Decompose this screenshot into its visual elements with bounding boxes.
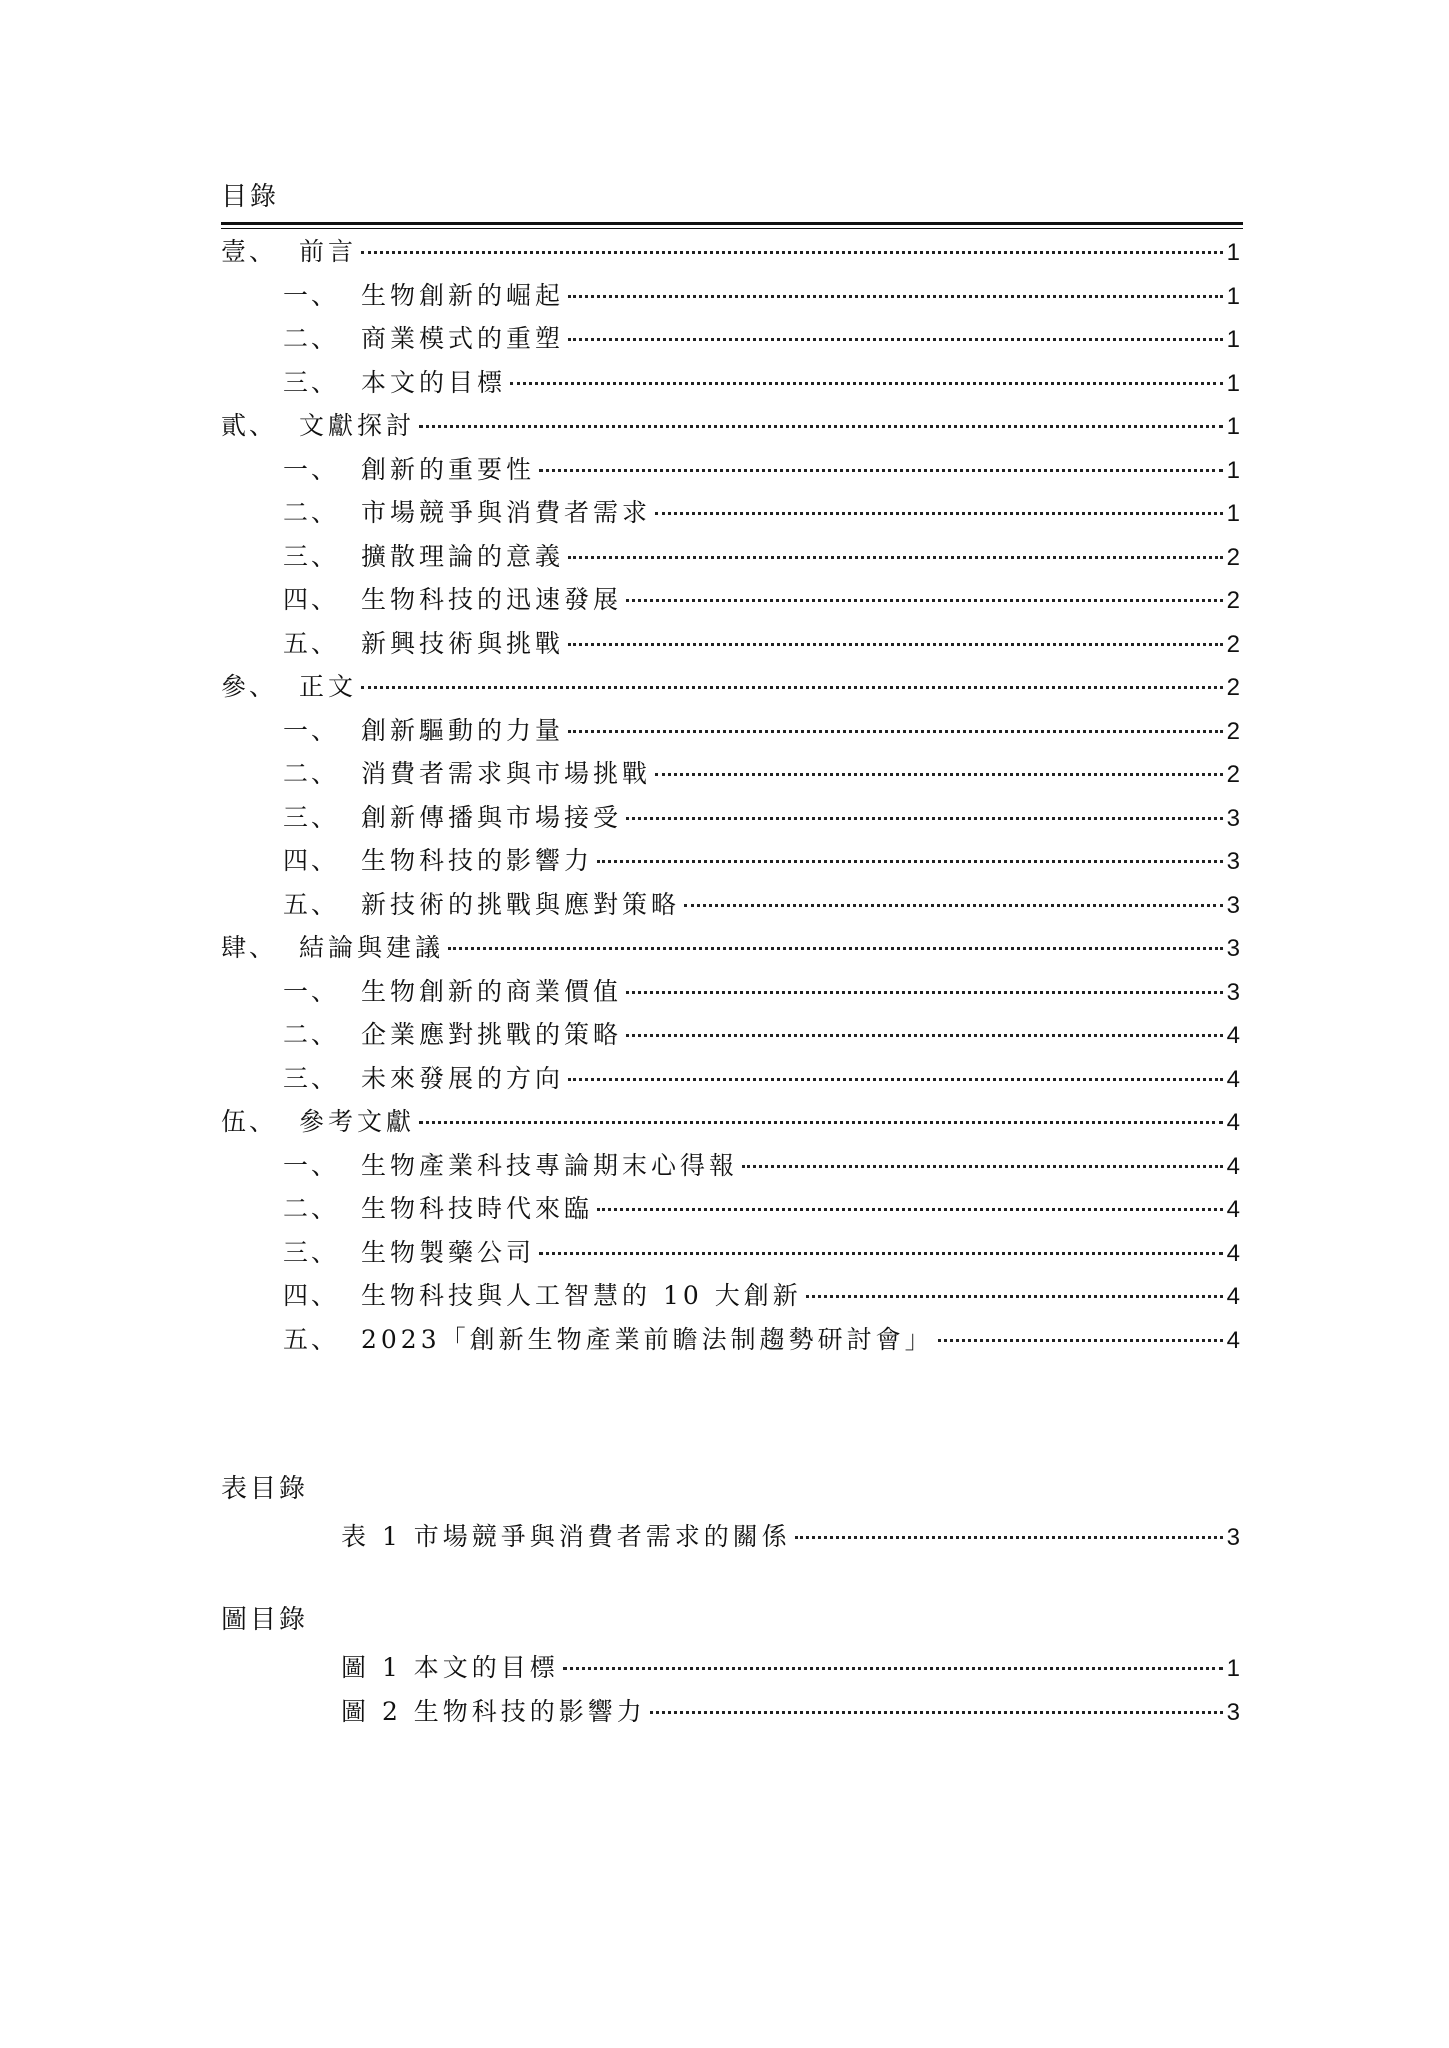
toc-entry-title: 生物創新的崛起 — [361, 280, 565, 310]
toc-entry-title: 消費者需求與市場挑戰 — [361, 759, 652, 788]
toc-entry-title: 文獻探討 — [299, 411, 416, 440]
dot-leader — [563, 1667, 1223, 1670]
dot-leader — [684, 904, 1223, 907]
toc-entry[interactable] — [341, 1520, 1240, 1554]
toc-entry-number: 一、 — [283, 976, 340, 1006]
toc-entry-page-number: 3 — [1226, 891, 1240, 919]
toc-entry[interactable] — [283, 496, 1240, 530]
toc-entry-page-number: 4 — [1226, 1109, 1240, 1136]
dot-leader — [361, 251, 1223, 254]
dot-leader — [626, 991, 1223, 994]
toc-entry-page-number: 1 — [1226, 282, 1240, 310]
dot-leader — [626, 1034, 1223, 1037]
toc-entry-title: 前言 — [299, 237, 358, 266]
toc-entry[interactable] — [221, 235, 1240, 269]
toc-entry-number: 一、 — [283, 454, 340, 484]
dot-leader — [419, 425, 1223, 428]
toc-entry-number: 伍、 — [221, 1107, 278, 1136]
toc-entry[interactable] — [221, 670, 1240, 704]
toc-entry-number: 一、 — [283, 1150, 340, 1180]
dot-leader — [419, 1121, 1223, 1124]
toc-entry-title: 生物製藥公司 — [361, 1237, 536, 1267]
toc-entry[interactable] — [221, 409, 1240, 443]
toc-entry-title: 擴散理論的意義 — [361, 541, 565, 571]
dot-leader — [361, 686, 1223, 689]
toc-entry-page-number: 4 — [1226, 1283, 1240, 1310]
dot-leader — [655, 773, 1223, 776]
toc-entry-page-number: 2 — [1226, 717, 1240, 745]
dot-leader — [568, 295, 1223, 298]
toc-entry-title: 生物科技的迅速發展 — [361, 585, 623, 614]
toc-entry-number: 二、 — [283, 1194, 340, 1223]
toc-entry[interactable] — [283, 322, 1240, 356]
dot-leader — [510, 382, 1223, 385]
toc-entry-number: 五、 — [283, 889, 340, 919]
toc-entry-title: 生物科技與人工智慧的 10 大創新 — [361, 1281, 802, 1310]
toc-entry-number: 二、 — [283, 1020, 340, 1049]
toc-entry[interactable] — [283, 583, 1240, 617]
toc-entry-title: 市場競爭與消費者需求 — [361, 498, 652, 527]
dot-leader — [448, 947, 1223, 950]
toc-entry-number: 三、 — [283, 1237, 340, 1267]
toc-entry-title: 2023「創新生物產業前瞻法制趨勢研討會」 — [361, 1324, 934, 1354]
dot-leader — [655, 512, 1223, 515]
toc-entry-page-number: 3 — [1226, 848, 1240, 875]
toc-entry[interactable] — [283, 844, 1240, 878]
toc-entry[interactable] — [283, 1018, 1240, 1052]
toc-entry[interactable] — [341, 1695, 1240, 1729]
toc-entry-number: 二、 — [283, 759, 340, 788]
dot-leader — [568, 730, 1223, 733]
toc-entry[interactable] — [283, 1062, 1240, 1096]
toc-rule-thin — [221, 228, 1243, 229]
toc-entry-title: 正文 — [299, 672, 358, 701]
dot-leader — [568, 643, 1223, 646]
toc-entry-page-number: 4 — [1226, 1196, 1240, 1223]
dot-leader — [795, 1536, 1223, 1539]
toc-entry[interactable] — [283, 366, 1240, 400]
toc-entry[interactable] — [283, 540, 1240, 574]
toc-entry-title: 圖 2 生物科技的影響力 — [341, 1696, 646, 1726]
toc-entry[interactable] — [221, 1105, 1240, 1139]
toc-entry-page-number: 3 — [1226, 978, 1240, 1006]
toc-entry-page-number: 4 — [1226, 1022, 1240, 1049]
toc-entry-page-number: 4 — [1226, 1065, 1240, 1093]
dot-leader — [626, 817, 1223, 820]
toc-entry-title: 表 1 市場競爭與消費者需求的關係 — [341, 1522, 791, 1551]
toc-entry-page-number: 2 — [1226, 630, 1240, 658]
toc-entry[interactable] — [221, 931, 1240, 965]
toc-entry-title: 生物科技的影響力 — [361, 846, 594, 875]
toc-entry-number: 三、 — [283, 1063, 340, 1093]
toc-entry-number: 四、 — [283, 846, 340, 875]
dot-leader — [568, 1078, 1223, 1081]
toc-rule-thick — [221, 222, 1243, 225]
toc-entry-page-number: 4 — [1226, 1239, 1240, 1267]
toc-entry-page-number: 3 — [1226, 1698, 1240, 1726]
toc-entry[interactable] — [283, 1323, 1240, 1357]
toc-entry-number: 四、 — [283, 1281, 340, 1310]
toc-entry[interactable] — [283, 1149, 1240, 1183]
toc-entry[interactable] — [283, 714, 1240, 748]
toc-entry-page-number: 1 — [1226, 1655, 1240, 1682]
toc-entry-page-number: 3 — [1226, 1524, 1240, 1551]
toc-entry-number: 五、 — [283, 1324, 340, 1354]
dot-leader — [597, 1208, 1223, 1211]
toc-entry-number: 二、 — [283, 498, 340, 527]
dot-leader — [539, 1252, 1223, 1255]
toc-entry-page-number: 1 — [1226, 500, 1240, 527]
dot-leader — [568, 338, 1223, 341]
dot-leader — [626, 599, 1223, 602]
toc-entry[interactable] — [283, 1192, 1240, 1226]
toc-entry-number: 參、 — [221, 672, 278, 701]
toc-entry-number: 肆、 — [221, 933, 278, 962]
toc-entry-number: 貳、 — [221, 411, 278, 440]
toc-entry-page-number: 2 — [1226, 674, 1240, 701]
toc-entry-title: 生物產業科技專論期末心得報 — [361, 1150, 739, 1180]
toc-entry-title: 未來發展的方向 — [361, 1063, 565, 1093]
toc-entry-page-number: 1 — [1226, 456, 1240, 484]
toc-entry-title: 圖 1 本文的目標 — [341, 1653, 559, 1682]
toc-entry-page-number: 4 — [1226, 1152, 1240, 1180]
toc-entry-title: 企業應對挑戰的策略 — [361, 1020, 623, 1049]
toc-entry-number: 四、 — [283, 585, 340, 614]
dot-leader — [650, 1711, 1223, 1714]
toc-entry[interactable] — [283, 279, 1240, 313]
figure-list-heading: 圖目錄 — [221, 1605, 309, 1635]
toc-heading: 目錄 — [221, 182, 280, 212]
dot-leader — [742, 1165, 1223, 1168]
toc-entry-page-number: 3 — [1226, 935, 1240, 962]
toc-entry[interactable] — [283, 627, 1240, 661]
toc-entry-number: 一、 — [283, 715, 340, 745]
toc-entry-title: 結論與建議 — [299, 933, 445, 962]
toc-entry-number: 壹、 — [221, 237, 278, 266]
toc-entry[interactable] — [283, 1279, 1240, 1313]
toc-entry-page-number: 1 — [1226, 326, 1240, 353]
toc-entry[interactable] — [283, 453, 1240, 487]
toc-entry-title: 創新驅動的力量 — [361, 715, 565, 745]
toc-entry-title: 本文的目標 — [361, 367, 507, 397]
toc-entry-number: 五、 — [283, 628, 340, 658]
toc-entry[interactable] — [283, 1236, 1240, 1270]
toc-entry[interactable] — [283, 801, 1240, 835]
toc-entry-title: 創新的重要性 — [361, 454, 536, 484]
toc-entry-number: 三、 — [283, 367, 340, 397]
toc-entry-number: 三、 — [283, 541, 340, 571]
dot-leader — [568, 556, 1223, 559]
toc-entry[interactable] — [283, 757, 1240, 791]
toc-entry-number: 三、 — [283, 802, 340, 832]
toc-entry-title: 新興技術與挑戰 — [361, 628, 565, 658]
toc-entry[interactable] — [283, 888, 1240, 922]
toc-entry-page-number: 2 — [1226, 761, 1240, 788]
table-list-heading: 表目錄 — [221, 1474, 309, 1504]
toc-entry-page-number: 1 — [1226, 239, 1240, 266]
toc-entry-title: 新技術的挑戰與應對策略 — [361, 889, 681, 919]
toc-entry-page-number: 2 — [1226, 543, 1240, 571]
toc-entry-page-number: 4 — [1226, 1326, 1240, 1354]
toc-entry-page-number: 2 — [1226, 587, 1240, 614]
toc-entry[interactable] — [283, 975, 1240, 1009]
toc-entry-page-number: 1 — [1226, 413, 1240, 440]
toc-entry-title: 創新傳播與市場接受 — [361, 802, 623, 832]
toc-entry-title: 生物創新的商業價值 — [361, 976, 623, 1006]
toc-entry[interactable] — [341, 1651, 1240, 1685]
dot-leader — [806, 1295, 1223, 1298]
toc-entry-title: 參考文獻 — [299, 1107, 416, 1136]
toc-entry-number: 二、 — [283, 324, 340, 353]
dot-leader — [938, 1339, 1223, 1342]
toc-entry-number: 一、 — [283, 280, 340, 310]
toc-entry-title: 商業模式的重塑 — [361, 324, 565, 353]
toc-entry-title: 生物科技時代來臨 — [361, 1194, 594, 1223]
dot-leader — [539, 469, 1223, 472]
toc-entry-page-number: 1 — [1226, 369, 1240, 397]
dot-leader — [597, 860, 1223, 863]
toc-entry-page-number: 3 — [1226, 804, 1240, 832]
